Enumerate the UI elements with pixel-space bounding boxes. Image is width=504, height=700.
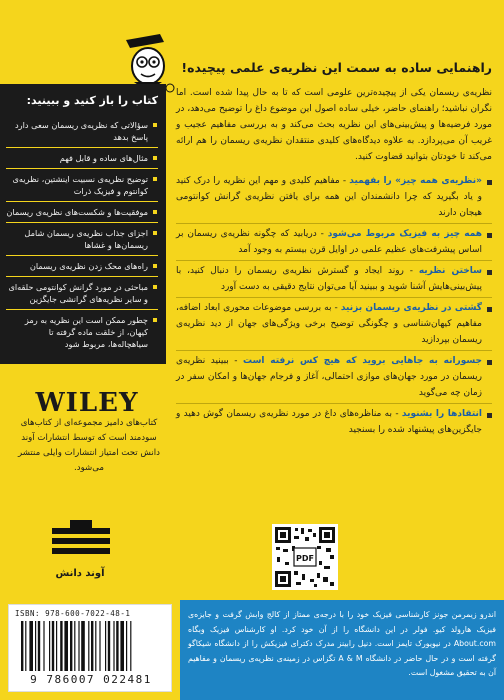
wiley-logo: WILEY <box>35 388 139 418</box>
publisher-name: آوند دانش <box>55 568 105 579</box>
feature-text: - ببینید نظریه‌ی ریسمان در مورد جهان‌های موازی احتمالی، آغاز و فرجام جهان‌ها و امکان سفر در زمان چه می‌گوید <box>176 356 482 398</box>
avand-danesh-logo-icon <box>50 518 112 558</box>
sidebar-item: توضیح نظریه‌ی نسبیت اینشتین، نظریه‌ی کوانتوم و فیزیک ذرات <box>6 169 158 202</box>
intro-paragraph: نظریه‌ی ریسمان یکی از پیچیده‌ترین علومی است که تا به حال پیدا شده است. اما نگران نباشید؛ راهنمای حاضر، خیلی ساده اصول این موضوع داغ را توضیح می‌دهد، در مورد فرضیه‌ها و پیش‌بینی‌های این نظریه بحث می‌کند و به بررسی مفاهیم عجیب و غریب آن می‌پردازد. به علاوه دیدگاه‌های کلیدی منتقدان نظریه‌ی ریسمان را هم ارائه می‌کند تا خودتان بتوانید قضاوت کنید. <box>176 88 492 162</box>
barcode-digits: 9 786007 022481 <box>30 673 152 686</box>
qr-code-icon <box>272 524 338 590</box>
feature-text: - به بررسی موضوعات محوری ابعاد اضافه، مفاهیم کیهان‌شناسی و چگونگی توضیح برخی ویژگی‌های جهان از دید نظریه‌ی ریسمان بپردازید <box>176 303 482 345</box>
sidebar-item: مثال‌های ساده و قابل فهم <box>6 148 158 169</box>
barcode-icon <box>19 621 165 671</box>
feature-text: - روند ایجاد و گسترش نظریه‌ی ریسمان را دنبال کنید، با پیش‌بینی‌هایش آشنا شوید و ببینید آیا می‌توان نتایج دقیقی به دست آورد <box>176 266 482 292</box>
sidebar-item: موفقیت‌ها و شکست‌های نظریه‌ی ریسمان <box>6 202 158 223</box>
author-bio-box <box>180 600 504 700</box>
feature-list <box>176 171 492 440</box>
feature-text: - دریابید که چگونه نظریه‌ی ریسمان بر اساس پیشرفت‌های عظیم علمی در اوایل قرن بیستم به وجود آمد <box>176 229 482 255</box>
sidebar-item: اجزای جذاب نظریه‌ی ریسمان شامل ریسمان‌ها و غشاها <box>6 223 158 256</box>
sidebar-item: مباحثی در مورد گرانش کوانتومی حلقه‌ای و سایر نظریه‌های گرانشی جایگزین <box>6 277 158 310</box>
feature-lead: گشتی در نظریه‌ی ریسمان بزنید <box>340 303 482 313</box>
isbn-label: ISBN: 978-600-7022-48-1 <box>15 609 131 618</box>
feature-item <box>176 403 492 440</box>
sidebar-box <box>0 84 166 364</box>
sidebar-item: راه‌های محک زدن نظریه‌ی ریسمان <box>6 256 158 277</box>
feature-lead: جسورانه به جاهایی بروید که هیچ کس نرفته است <box>243 356 482 366</box>
sidebar-title: کتاب را باز کنید و ببینید: <box>26 94 158 107</box>
sidebar-item: چطور ممکن است این نظریه به رمز کیهان، از خلقت ماده گرفته تا سیاهچاله‌ها، مربوط شود <box>6 310 158 354</box>
sidebar-item: سؤالاتی که نظریه‌ی ریسمان سعی دارد پاسخ بدهد <box>6 115 158 148</box>
feature-item <box>176 350 492 403</box>
feature-lead: انتقادها را بشنوید <box>401 409 482 419</box>
qr-label: PDF <box>296 554 314 563</box>
publisher-note: کتاب‌های دامیز مجموعه‌ای از کتاب‌های سودمند است که توسط انتشارات آوند دانش تحت امتیاز انتشارات وایلی منتشر می‌شود. <box>18 418 160 473</box>
sidebar-list <box>6 115 158 354</box>
feature-item <box>176 171 492 223</box>
author-bio: اندرو زیمرمن جونز کارشناسی فیزیک خود را با درجه‌ی ممتاز از کالج وابش گرفت و جایزه‌ی فیزیک هارولد کیو. فولر در این دانشگاه را از آن خود کرد. او کارشناس فیزیک وبگاه About.com در نیویورک تایمز است. دنیل رابینز مدرک دکترای فیزیکش را از دانشگاه شیکاگو گرفته است و در حال حاضر در دانشگاه A & M تگزاس در زمینه‌ی نظریه‌ی ریسمان و مفاهیم آن به تحقیق مشغول است. <box>188 610 496 678</box>
feature-item <box>176 297 492 350</box>
headline: راهنمایی ساده به سمت این نظریه‌ی علمی پیچیده! <box>181 60 492 75</box>
feature-lead: «نظریه‌ی همه چیز» را بفهمید <box>349 176 482 186</box>
barcode-box <box>8 604 172 692</box>
main-column <box>176 60 492 440</box>
feature-item <box>176 223 492 260</box>
feature-lead: همه چیز به فیزیک مربوط می‌شود <box>327 229 483 239</box>
feature-text: - مفاهیم کلیدی و مهم این نظریه را درک کنید و یاد بگیرید که چرا دانشمندان این همه برای یافتن نظریه‌ی گرانش کوانتومی هیجان دارند <box>176 176 482 218</box>
feature-text: - به مناظره‌های داغ در مورد نظریه‌ی ریسمان گوش دهید و جایگزین‌های پیشنهاد شده را بسنجید <box>176 409 482 435</box>
feature-lead: ساختن نظریه <box>418 266 482 276</box>
feature-item <box>176 260 492 297</box>
